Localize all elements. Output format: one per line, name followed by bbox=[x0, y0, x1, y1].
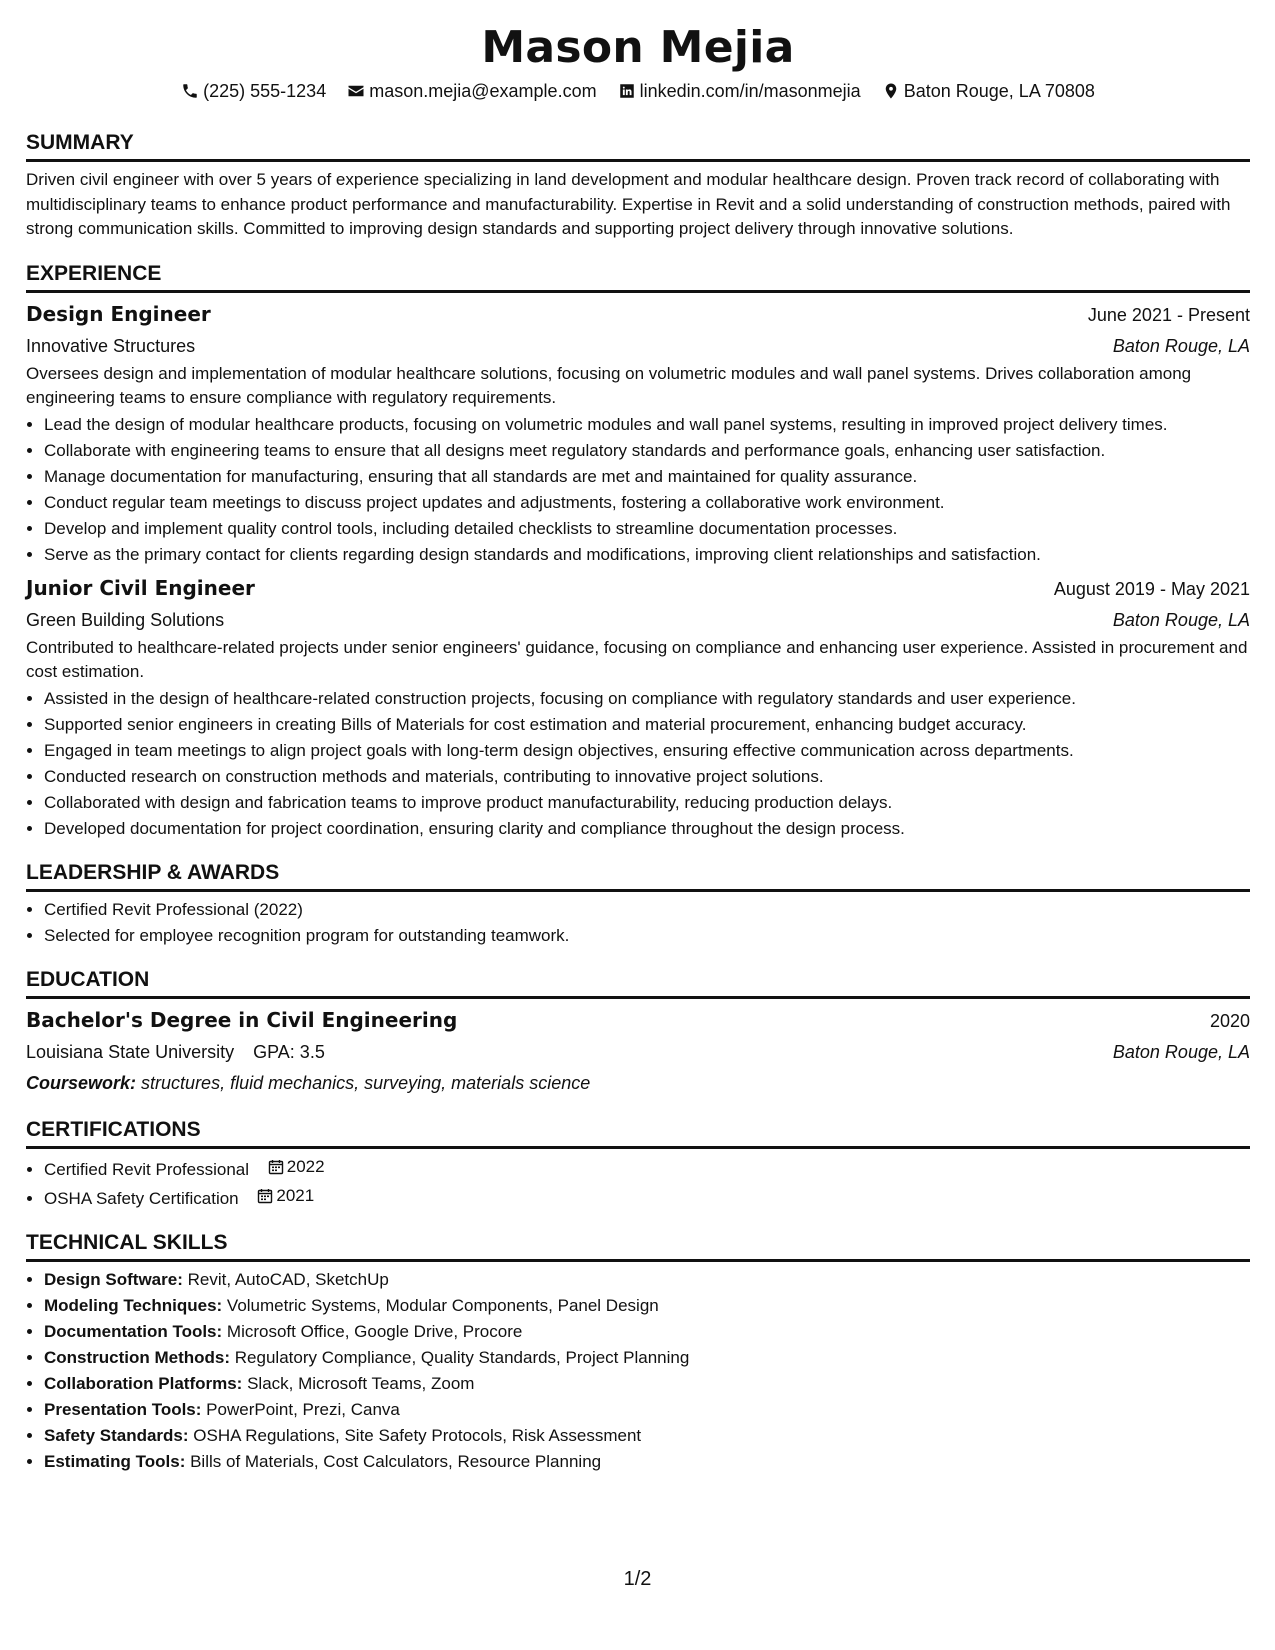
job-bullets bbox=[26, 687, 1250, 841]
skill-label: Estimating Tools: bbox=[44, 1451, 186, 1471]
job-bullets bbox=[26, 413, 1250, 567]
list-item bbox=[44, 1424, 1250, 1448]
list-item: • Manage documentation for manufacturing, ensuring that all standards are met and maintained for quality assurance. bbox=[44, 465, 1250, 489]
contact-linkedin[interactable] bbox=[618, 78, 861, 104]
section-title: LEADERSHIP & AWARDS bbox=[26, 859, 1250, 892]
job-dates: August 2019 - May 2021 bbox=[1053, 578, 1250, 599]
list-item: • Assisted in the design of healthcare-related construction projects, focusing on compliance with regulatory standards and user experience. bbox=[44, 687, 1250, 711]
experience-section bbox=[26, 260, 1250, 841]
list-item: • Selected for employee recognition program for outstanding teamwork. bbox=[44, 924, 1250, 948]
phone-icon bbox=[181, 82, 199, 100]
skill-value: Revit, AutoCAD, SketchUp bbox=[187, 1269, 389, 1289]
skill-label: Safety Standards: bbox=[44, 1425, 189, 1445]
skill-label: Collaboration Platforms: bbox=[44, 1373, 243, 1393]
job-entry bbox=[26, 299, 1250, 567]
section-title: TECHNICAL SKILLS bbox=[26, 1229, 1250, 1262]
list-item: • Developed documentation for project coordination, ensuring clarity and compliance throughout the design process. bbox=[44, 817, 1250, 841]
section-title: EXPERIENCE bbox=[26, 260, 1250, 293]
list-item: • Collaborate with engineering teams to ensure that all designs meet regulatory standards and performance goals, enhancing user satisfaction. bbox=[44, 439, 1250, 463]
list-item bbox=[44, 1398, 1250, 1422]
coursework-text: structures, fluid mechanics, surveying, materials science bbox=[141, 1072, 591, 1093]
candidate-name: Mason Mejia bbox=[481, 22, 795, 73]
school-line bbox=[26, 1037, 325, 1068]
skill-label: Presentation Tools: bbox=[44, 1399, 202, 1419]
list-item bbox=[44, 1320, 1250, 1344]
graduation-year: 2020 bbox=[1209, 1010, 1250, 1031]
job-title: Design Engineer bbox=[26, 301, 211, 326]
list-item bbox=[44, 1184, 1250, 1211]
job-description: Oversees design and implementation of modular healthcare solutions, focusing on volumetric modules and wall panel systems. Drives collaboration among engineering teams to ensure compliance with regulatory requirements. bbox=[26, 363, 1192, 407]
contact-address bbox=[882, 78, 1095, 104]
list-item: • Collaborated with design and fabrication teams to improve product manufacturability, reducing production delays. bbox=[44, 791, 1250, 815]
list-item bbox=[44, 1294, 1250, 1318]
resume-page bbox=[26, 0, 1250, 1476]
company-name: Innovative Structures bbox=[26, 335, 196, 356]
degree-title: Bachelor's Degree in Civil Engineering bbox=[26, 1007, 458, 1032]
list-item bbox=[44, 1450, 1250, 1474]
job-location: Baton Rouge, LA bbox=[1112, 335, 1250, 356]
leadership-section bbox=[26, 859, 1250, 948]
skills-list bbox=[26, 1268, 1250, 1474]
certification-date bbox=[268, 1155, 325, 1179]
coursework-line bbox=[26, 1068, 1250, 1098]
job-dates: June 2021 - Present bbox=[1087, 304, 1250, 325]
list-item: • Certified Revit Professional (2022) bbox=[44, 898, 1250, 922]
school-location: Baton Rouge, LA bbox=[1112, 1041, 1250, 1062]
section-title: SUMMARY bbox=[26, 129, 1250, 162]
list-item: • Serve as the primary contact for clients regarding design standards and modifications, improving client relationships and satisfaction. bbox=[44, 543, 1250, 567]
certification-name: OSHA Safety Certification bbox=[44, 1188, 239, 1208]
contact-email[interactable] bbox=[347, 78, 596, 104]
skill-label: Construction Methods: bbox=[44, 1347, 231, 1367]
list-item bbox=[44, 1372, 1250, 1396]
certification-year: 2022 bbox=[286, 1156, 325, 1176]
section-title: CERTIFICATIONS bbox=[26, 1116, 1250, 1149]
education-section bbox=[26, 966, 1250, 1098]
contact-line bbox=[26, 78, 1250, 107]
skill-value: Microsoft Office, Google Drive, Procore bbox=[226, 1321, 523, 1341]
summary-section bbox=[26, 129, 1250, 242]
map-pin-icon bbox=[882, 82, 900, 100]
calendar-icon bbox=[268, 1159, 284, 1175]
job-title: Junior Civil Engineer bbox=[26, 575, 255, 600]
skill-value: OSHA Regulations, Site Safety Protocols, Risk Assessment bbox=[193, 1425, 642, 1445]
linkedin-text: linkedin.com/in/masonmejia bbox=[639, 81, 861, 101]
skill-value: PowerPoint, Prezi, Canva bbox=[206, 1399, 400, 1419]
skill-value: Bills of Materials, Cost Calculators, Resource Planning bbox=[190, 1451, 602, 1471]
job-location: Baton Rouge, LA bbox=[1112, 609, 1250, 630]
job-entry bbox=[26, 573, 1250, 841]
skill-label: Design Software: bbox=[44, 1269, 183, 1289]
address-text: Baton Rouge, LA 70808 bbox=[903, 81, 1095, 101]
company-name: Green Building Solutions bbox=[26, 609, 225, 630]
contact-phone bbox=[181, 78, 326, 104]
list-item bbox=[44, 1155, 1250, 1182]
certification-name: Certified Revit Professional bbox=[44, 1159, 250, 1179]
email-text: mason.mejia@example.com bbox=[369, 81, 597, 101]
list-item: • Engaged in team meetings to align project goals with long-term design objectives, ensuring effective communication across departments. bbox=[44, 739, 1250, 763]
certifications-section bbox=[26, 1116, 1250, 1211]
certification-year: 2021 bbox=[276, 1185, 315, 1205]
list-item: • Develop and implement quality control tools, including detailed checklists to streamline documentation processes. bbox=[44, 517, 1250, 541]
list-item: • Conduct regular team meetings to discuss project updates and adjustments, fostering a collaborative work environment. bbox=[44, 491, 1250, 515]
list-item: • Lead the design of modular healthcare products, focusing on volumetric modules and wall panel systems, resulting in improved project delivery times. bbox=[44, 413, 1250, 437]
list-item: • Conducted research on construction methods and materials, contributing to innovative project solutions. bbox=[44, 765, 1250, 789]
calendar-icon bbox=[257, 1188, 273, 1204]
envelope-icon bbox=[347, 82, 365, 100]
skill-label: Modeling Techniques: bbox=[44, 1295, 223, 1315]
skill-value: Slack, Microsoft Teams, Zoom bbox=[247, 1373, 475, 1393]
skills-section bbox=[26, 1229, 1250, 1474]
list-item: • Supported senior engineers in creating Bills of Materials for cost estimation and material procurement, enhancing budget accuracy. bbox=[44, 713, 1250, 737]
job-description: Contributed to healthcare-related projects under senior engineers' guidance, focusing on compliance and enhancing user experience. Assisted in procurement and cost estimation. bbox=[26, 637, 1248, 681]
skill-value: Regulatory Compliance, Quality Standards, Project Planning bbox=[234, 1347, 690, 1367]
list-item bbox=[44, 1268, 1250, 1292]
skill-value: Volumetric Systems, Modular Components, Panel Design bbox=[226, 1295, 659, 1315]
section-title: EDUCATION bbox=[26, 966, 1250, 999]
coursework-label: Coursework: bbox=[26, 1072, 137, 1093]
certification-date bbox=[257, 1184, 314, 1208]
phone-text: (225) 555-1234 bbox=[203, 81, 327, 101]
page-number: 1/2 bbox=[623, 1568, 652, 1590]
list-item bbox=[44, 1346, 1250, 1370]
summary-text: Driven civil engineer with over 5 years of experience specializing in land development and modular healthcare design. Proven track record of collaborating with multidisciplinary teams to enhance product performance and manufacturability. Expertise in Revit and a solid understanding of construction methods, paired with strong communication skills. Committed to improving design standards and supporting project delivery through innovative solutions. bbox=[26, 170, 1231, 238]
leadership-list bbox=[26, 898, 1250, 948]
school-name: Louisiana State University bbox=[26, 1041, 235, 1062]
skill-label: Documentation Tools: bbox=[44, 1321, 223, 1341]
gpa-text: GPA: 3.5 bbox=[253, 1041, 325, 1062]
linkedin-icon bbox=[618, 82, 636, 100]
certifications-list bbox=[26, 1155, 1250, 1211]
